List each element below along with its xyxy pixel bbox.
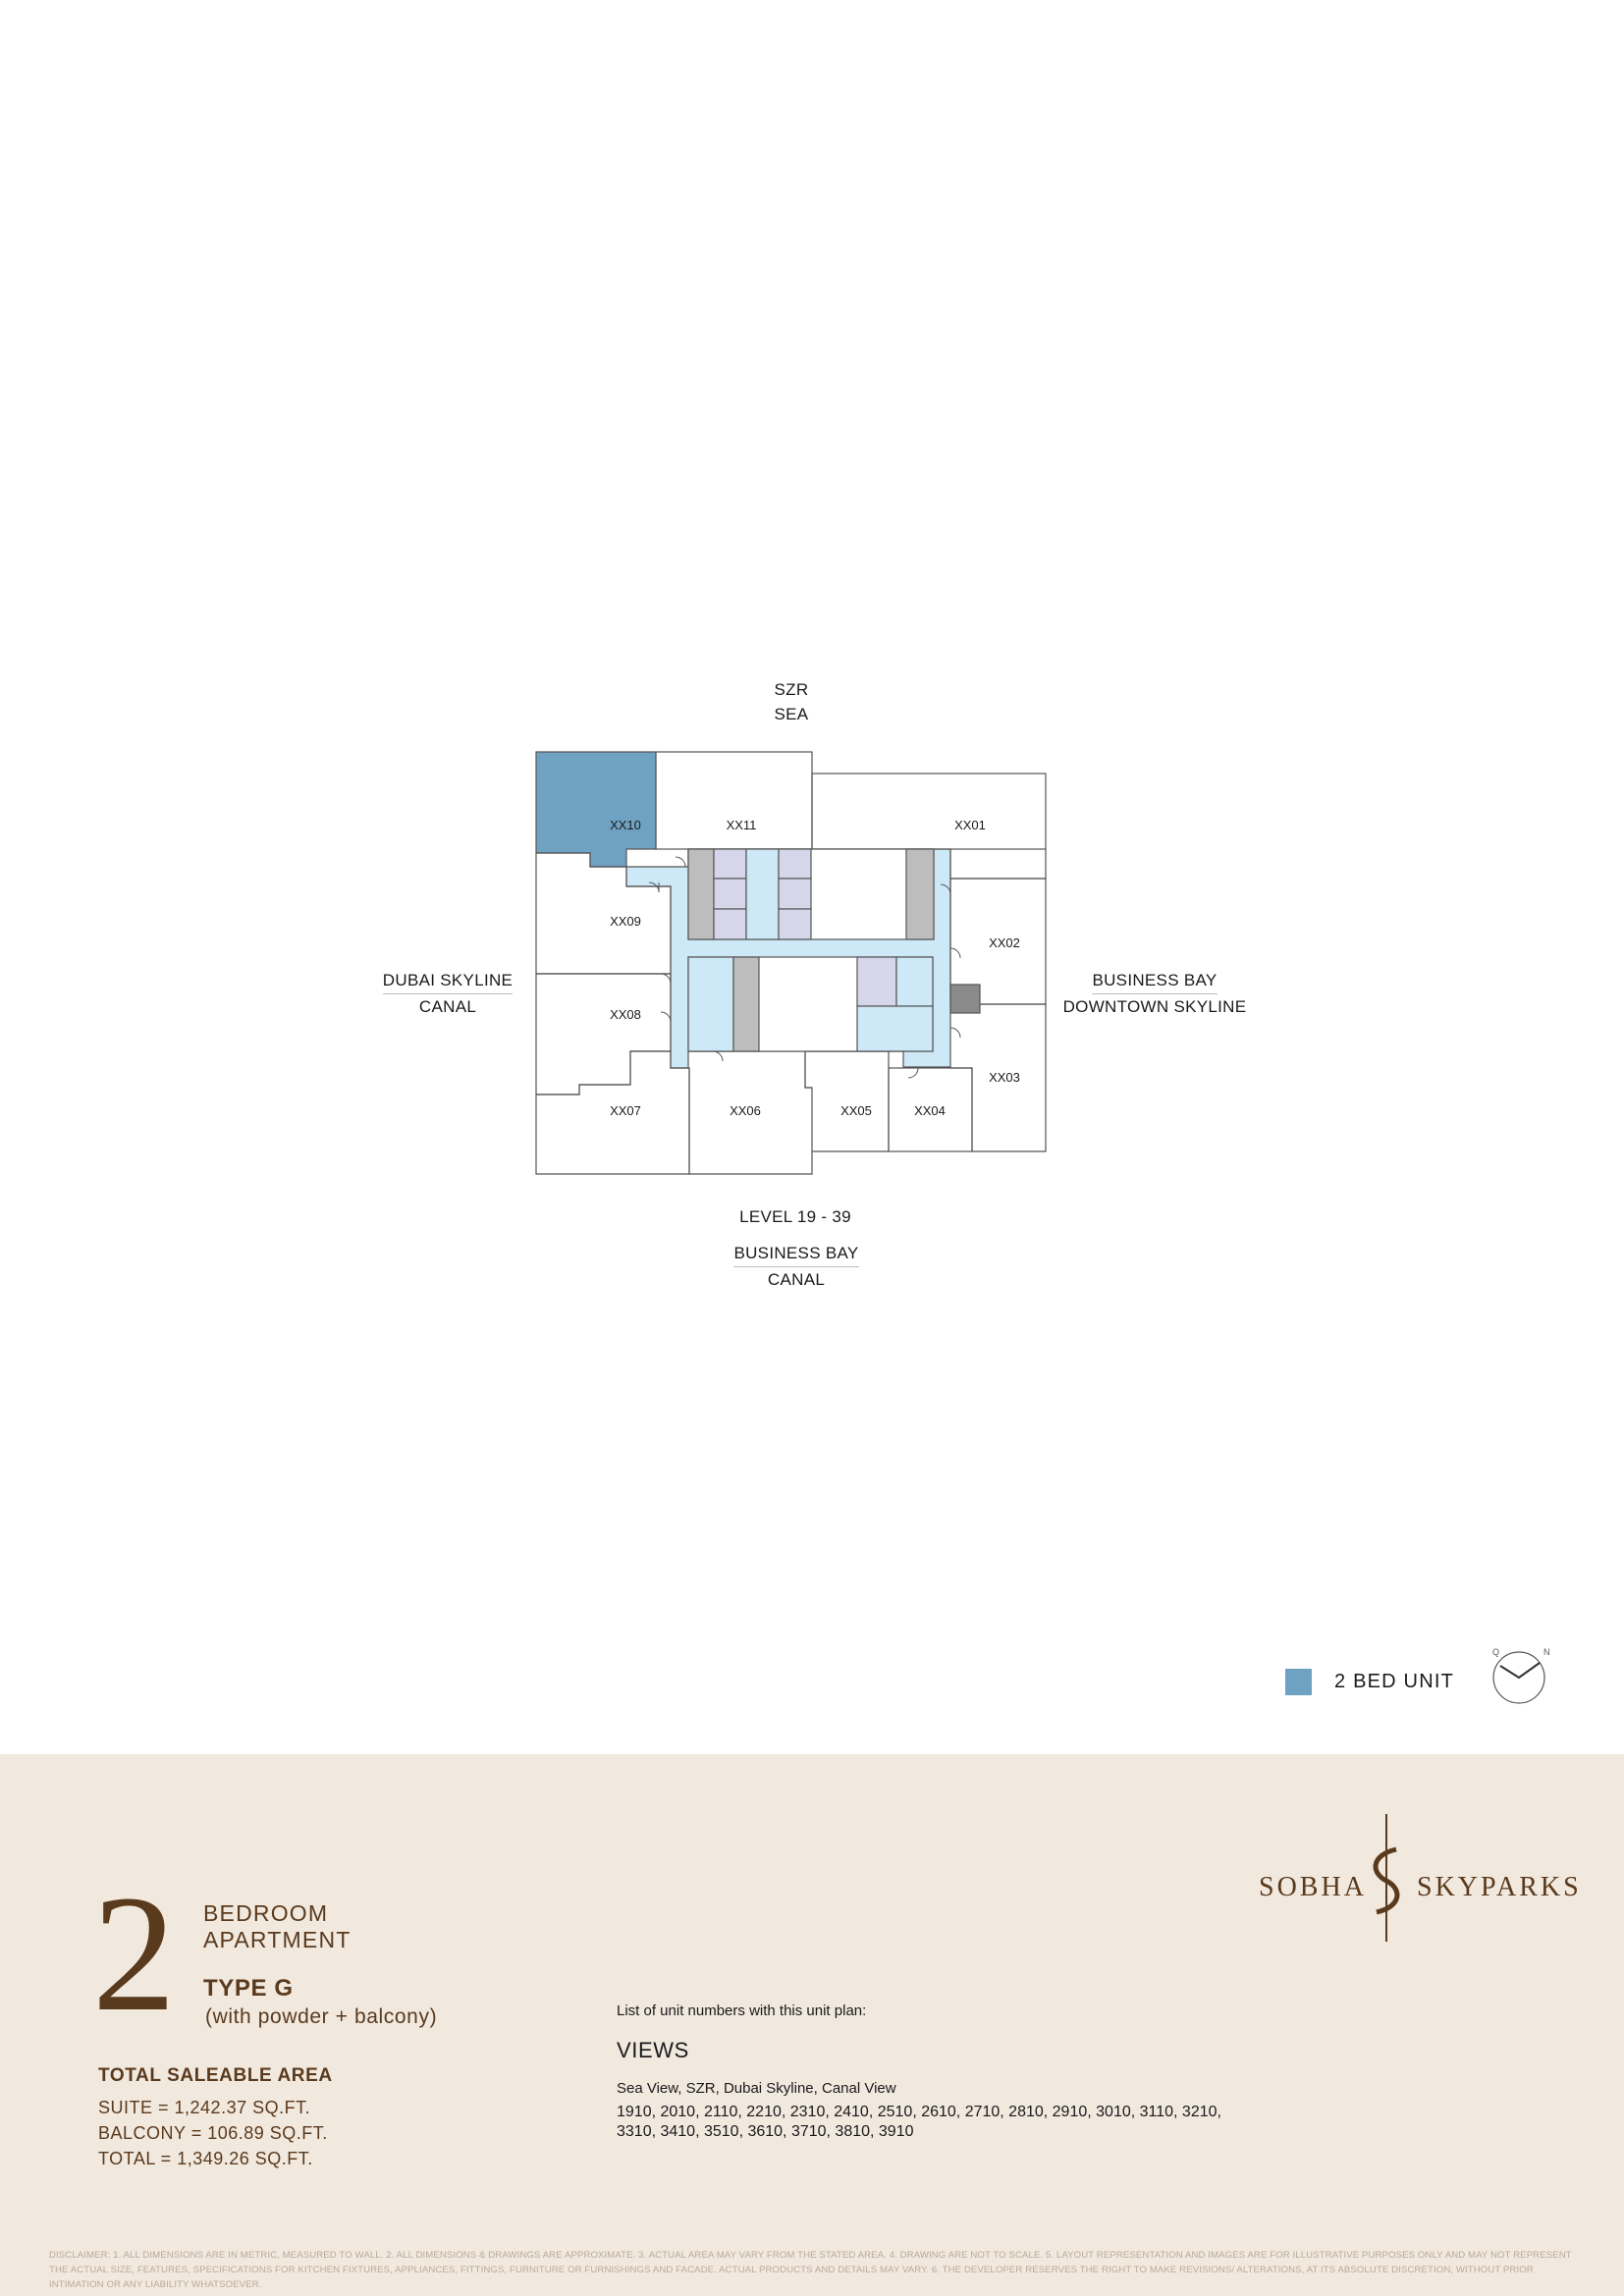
- unit-label-xx11: XX11: [726, 818, 757, 832]
- brand-left: SOBHA: [1259, 1872, 1367, 1902]
- direction-west-line1: DUBAI SKYLINE: [383, 968, 513, 994]
- direction-south: [718, 1241, 875, 1292]
- unit-xx08-outline: [536, 974, 671, 1095]
- bedroom-line2: APARTMENT: [203, 1927, 352, 1952]
- area-total: TOTAL = 1,349.26 SQ.FT.: [98, 2149, 313, 2168]
- lift-6: [779, 909, 811, 939]
- unit-type: TYPE G: [203, 1975, 294, 2002]
- lift-7: [857, 957, 896, 1006]
- door-arc: [950, 948, 960, 958]
- unit-label-xx03: XX03: [989, 1070, 1020, 1085]
- brand-logo: [1253, 1812, 1587, 1949]
- bedroom-title: [203, 1900, 352, 1953]
- direction-north-line1: SZR: [774, 680, 809, 699]
- service-shaft: [688, 849, 714, 939]
- unit-subtitle: (with powder + balcony): [205, 2005, 438, 2028]
- area-heading: TOTAL SALEABLE AREA: [98, 2065, 333, 2086]
- unit-xx11-outline: [656, 752, 812, 849]
- stair-right-top: [896, 957, 933, 1006]
- unit-list-heading: List of unit numbers with this unit plan:: [617, 2002, 867, 2019]
- unit-label-xx04: XX04: [914, 1103, 946, 1118]
- unit-xx01-side: [950, 849, 1046, 879]
- direction-west-line2: CANAL: [418, 997, 477, 1016]
- brand-mark-icon: [1367, 1812, 1406, 1944]
- legend: [1285, 1669, 1454, 1695]
- compass-north-label: N: [1543, 1647, 1550, 1657]
- corridor-gap: [746, 849, 779, 939]
- views-text: Sea View, SZR, Dubai Skyline, Canal View: [617, 2080, 896, 2097]
- unit-numbers: 1910, 2010, 2110, 2210, 2310, 2410, 2510, 2610, 2710, 2810, 2910, 3010, 3110, 3210, 3310, 3410, 3510, 3610, 3710, 3810, 3910: [617, 2104, 1221, 2140]
- unit-xx10-outline: [536, 752, 656, 867]
- direction-east-line2: DOWNTOWN SKYLINE: [1062, 997, 1247, 1016]
- views-heading: VIEWS: [617, 2038, 689, 2062]
- compass-icon: [1485, 1646, 1553, 1705]
- lift-2: [714, 879, 746, 909]
- unit-xx01-outline: [812, 774, 1046, 849]
- door-arc: [908, 1068, 918, 1078]
- legend-label: 2 BED UNIT: [1334, 1671, 1455, 1692]
- brand-right: SKYPARKS: [1417, 1872, 1582, 1902]
- direction-east-line1: BUSINESS BAY: [1092, 968, 1217, 994]
- unit-label-xx10: XX10: [610, 818, 641, 832]
- area-balcony: BALCONY = 106.89 SQ.FT.: [98, 2123, 328, 2143]
- lift-1: [714, 849, 746, 879]
- door-arc: [676, 857, 685, 867]
- unit-label-xx08: XX08: [610, 1007, 641, 1022]
- direction-south-line1: BUSINESS BAY: [733, 1241, 858, 1267]
- unit-label-xx01: XX01: [954, 818, 986, 832]
- lift-5: [779, 879, 811, 909]
- area-lines: [98, 2095, 328, 2171]
- service-shaft-bottom: [733, 957, 759, 1051]
- stair-left: [688, 957, 733, 1051]
- unit-label-xx07: XX07: [610, 1103, 641, 1118]
- unit-label-xx02: XX02: [989, 935, 1020, 950]
- door-arc: [661, 1012, 671, 1022]
- area-suite: SUITE = 1,242.37 SQ.FT.: [98, 2098, 311, 2117]
- lift-3: [714, 909, 746, 939]
- direction-north-line2: SEA: [774, 705, 809, 723]
- unit-label-xx05: XX05: [840, 1103, 872, 1118]
- door-arc: [950, 1028, 960, 1038]
- disclaimer: DISCLAIMER: 1. ALL DIMENSIONS ARE IN METRIC, MEASURED TO WALL. 2. ALL DIMENSIONS & DRAWINGS ARE APPROXIMATE. 3. ACTUAL AREA MAY VARY FROM THE STATED AREA. 4. DRAWING ARE NOT TO SCALE. 5. LAYOUT REPRESENTATION AND IMAGES ARE FOR ILLUSTRATIVE PURPOSES ONLY AND MAY NOT REPRESENT THE ACTUAL SIZE, FEATURES, SPECIFICATIONS FOR KITCHEN FIXTURES, APPLIANCES, FITTINGS, FURNITURE OR FURNISHINGS AND FACADE. ACTUAL PRODUCTS AND DETAILS MAY VARY. 6. THE DEVELOPER RESERVES THE RIGHT TO MAKE REVISIONS/ ALTERATIONS, AT ITS ABSOLUTE DISCRETION, WITHOUT PRIOR INTIMATION OR ANY LIABILITY WHATSOEVER.: [49, 2250, 1572, 2290]
- service-shaft-right: [906, 849, 934, 939]
- stair-right-bottom: [857, 1006, 933, 1051]
- legend-swatch: [1285, 1669, 1312, 1695]
- door-arc: [661, 974, 671, 984]
- dark-shaft: [950, 985, 980, 1013]
- unit-label-xx06: XX06: [730, 1103, 761, 1118]
- unit-label-xx09: XX09: [610, 914, 641, 929]
- door-arc: [713, 1051, 723, 1061]
- bedroom-line1: BEDROOM: [203, 1900, 329, 1926]
- lift-4: [779, 849, 811, 879]
- unit-xx05-outline: [805, 1051, 889, 1151]
- direction-south-line2: CANAL: [767, 1270, 826, 1289]
- bedroom-count: 2: [92, 1861, 176, 2046]
- compass-west-label: Q: [1492, 1647, 1500, 1657]
- level-label: LEVEL 19 - 39: [739, 1207, 851, 1226]
